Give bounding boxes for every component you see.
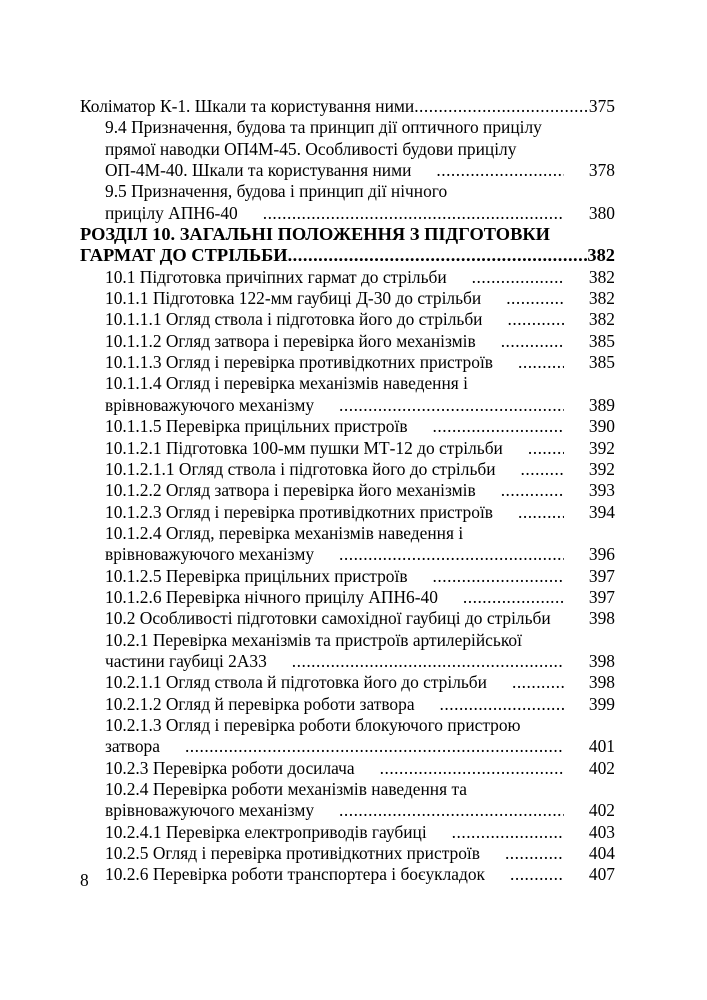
toc-page-number: 402	[588, 757, 615, 778]
toc-page-number: 402	[588, 800, 615, 821]
toc-entry-title: 10.1.1.5 Перевірка прицільних пристроїв	[105, 416, 408, 437]
toc-page-number: 401	[588, 736, 615, 757]
toc-entry	[80, 288, 615, 309]
toc-page-number: 389	[588, 394, 615, 415]
toc-entry-title: 10.1 Підготовка причіпних гармат до стрільби	[105, 266, 447, 287]
toc-entry-title: 10.2.1.2 Огляд й перевірка роботи затвора	[105, 693, 415, 714]
toc-entry-title: ГАРМАТ ДО СТРІЛЬБИ	[80, 245, 288, 266]
toc-entry	[80, 96, 615, 117]
toc-entry	[80, 608, 615, 629]
dot-leader	[485, 864, 564, 885]
toc-page-number: 399	[588, 693, 615, 714]
toc-entry-title: 10.2.5 Огляд і перевірка противідкотних пристроїв	[105, 843, 480, 864]
toc-entry-title-line: РОЗДІЛ 10. ЗАГАЛЬНІ ПОЛОЖЕННЯ З ПІДГОТОВКИ	[80, 224, 550, 245]
toc-page-number: 407	[588, 864, 615, 885]
toc-entry	[80, 181, 615, 224]
dot-leader	[493, 502, 564, 523]
toc-entry-leader-line	[80, 843, 615, 864]
dot-leader	[414, 96, 589, 117]
toc-page-number: 403	[588, 821, 615, 842]
toc-page-number: 382	[587, 245, 615, 266]
dot-leader	[438, 587, 564, 608]
toc-entry	[80, 416, 615, 437]
toc-entry	[80, 331, 615, 352]
toc-entry	[80, 352, 615, 373]
toc-entry-leader-line	[80, 160, 615, 181]
toc-entry-leader-line	[80, 672, 615, 693]
toc-entry	[80, 630, 615, 673]
dot-leader	[415, 694, 564, 715]
toc-entry	[80, 309, 615, 330]
toc-entry	[80, 117, 615, 181]
toc-entry	[80, 758, 615, 779]
toc-entry-leader-line	[80, 267, 615, 288]
toc-entry-leader-line	[80, 352, 615, 373]
toc-entry-leader-line	[80, 416, 615, 437]
toc-entry	[80, 843, 615, 864]
dot-leader	[160, 736, 564, 757]
toc-entry-leader-line	[80, 587, 615, 608]
toc-entry-leader-line	[80, 694, 615, 715]
toc-entry	[80, 694, 615, 715]
toc-entry-title-line: 10.2.4 Перевірка роботи механізмів наведення та	[105, 779, 467, 799]
toc-entry-title: 10.1.2.2 Огляд затвора і перевірка його механізмів	[105, 480, 476, 501]
toc-entry-title-line: 9.5 Призначення, будова і принцип дії нічного	[105, 181, 448, 202]
toc-page-number: 375	[588, 96, 615, 116]
toc-entry-leader-line	[80, 608, 615, 629]
toc-entry-title: 10.1.1 Підготовка 122-мм гаубиці Д-30 до стрільби	[105, 288, 482, 309]
toc-page-number: 378	[588, 160, 615, 181]
toc-page-number: 385	[588, 352, 615, 373]
dot-leader	[476, 480, 564, 501]
toc-entry-title: 10.1.2.5 Перевірка прицільних пристроїв	[105, 565, 408, 586]
toc-page-number: 382	[588, 266, 615, 287]
toc-entry-title: врівноважуючого механізму	[105, 394, 315, 415]
toc-entry	[80, 672, 615, 693]
toc-entry	[80, 715, 615, 758]
toc-entry-title-line: 10.2.1 Перевірка механізмів та пристроїв артилерійської	[105, 629, 522, 650]
dot-leader	[483, 309, 564, 330]
toc-chapter-heading	[80, 224, 615, 267]
toc-entry	[80, 566, 615, 587]
toc-entry-leader-line	[80, 438, 615, 459]
toc-entry	[80, 267, 615, 288]
toc-entry	[80, 459, 615, 480]
toc-page-number: 398	[588, 608, 615, 629]
toc-entry-title: прицілу АПН6-40	[105, 202, 238, 223]
toc-page-number: 398	[588, 650, 615, 671]
toc-page-number: 385	[588, 330, 615, 351]
dot-leader	[314, 395, 564, 416]
toc-entry-title: 10.1.1.1 Огляд ствола і підготовка його до стрільби	[105, 309, 483, 330]
toc-entry-leader-line	[80, 566, 615, 587]
toc-entry	[80, 779, 615, 822]
dot-leader	[314, 544, 564, 565]
toc-entry-title: 10.1.2.6 Перевірка нічного прицілу АПН6-40	[105, 586, 438, 607]
toc-entry	[80, 864, 615, 885]
toc-entry-leader-line	[80, 822, 615, 843]
dot-leader	[238, 203, 564, 224]
toc-page-number: 392	[588, 437, 615, 458]
toc-entry-title: 10.2.4.1 Перевірка електроприводів гаубиці	[105, 821, 427, 842]
toc-entry-leader-line	[80, 395, 615, 416]
toc-entry-title-line: прямої наводки ОП4М-45. Особливості будови прицілу	[105, 138, 517, 159]
dot-leader	[496, 459, 564, 480]
toc-entry-title: 10.1.2.3 Огляд і перевірка противідкотних пристроїв	[105, 501, 493, 522]
toc-entry-title: затвора	[105, 736, 160, 757]
toc-entry-title: 10.1.2.1 Підготовка 100-мм пушки МТ-12 до стрільби	[105, 437, 503, 458]
toc-entry-title: 10.1.1.3 Огляд і перевірка противідкотних пристроїв	[105, 352, 493, 373]
dot-leader	[314, 800, 564, 821]
toc-entry	[80, 587, 615, 608]
toc-entry-leader-line	[80, 459, 615, 480]
dot-leader	[267, 651, 564, 672]
toc-entry-leader-line	[80, 288, 615, 309]
toc-entry-title: 10.2.3 Перевірка роботи досилача	[105, 757, 355, 778]
toc-entry-title: 10.2.6 Перевірка роботи транспортера і боєукладок	[105, 864, 485, 885]
toc-page-number: 396	[588, 544, 615, 565]
toc-entry-leader-line	[80, 245, 615, 266]
toc-entry-leader-line	[80, 203, 615, 224]
toc-entry	[80, 480, 615, 501]
toc-entry-leader-line	[80, 758, 615, 779]
dot-leader	[408, 416, 564, 437]
toc-page-number: 404	[588, 843, 615, 864]
dot-leader	[481, 288, 564, 309]
toc-page-number: 397	[588, 565, 615, 586]
toc-entry-title-line: 10.2.1.3 Огляд і перевірка роботи блокуючого пристрою	[105, 714, 521, 735]
dot-leader	[427, 822, 564, 843]
dot-leader	[493, 352, 564, 373]
toc-entry-title: врівноважуючого механізму	[105, 544, 315, 565]
toc-page-number: 382	[588, 309, 615, 330]
toc-entry	[80, 822, 615, 843]
toc-page-number: 380	[588, 202, 615, 223]
dot-leader	[447, 267, 564, 288]
toc-entry-leader-line	[80, 864, 615, 885]
toc-page-number: 392	[588, 458, 615, 479]
toc-page-number: 397	[588, 586, 615, 607]
toc-entry-leader-line	[80, 544, 615, 565]
toc-entry	[80, 523, 615, 566]
toc-entry-leader-line	[80, 502, 615, 523]
toc-entry-leader-line	[80, 309, 615, 330]
toc-entry-leader-line	[80, 480, 615, 501]
toc-entry-title: Коліматор К-1. Шкали та користування ними	[80, 96, 415, 116]
toc-page-number: 390	[588, 416, 615, 437]
dot-leader	[503, 438, 564, 459]
dot-leader	[408, 566, 564, 587]
dot-leader	[487, 672, 564, 693]
toc-entry-title: 10.1.1.2 Огляд затвора і перевірка його механізмів	[105, 330, 476, 351]
toc-entry-title: частини гаубиці 2А33	[105, 650, 267, 671]
toc-entry-leader-line	[80, 331, 615, 352]
dot-leader	[480, 843, 564, 864]
toc-entry	[80, 438, 615, 459]
toc-entry-title: 10.2.1.1 Огляд ствола й підготовка його до стрільби	[105, 672, 487, 693]
toc-entry-leader-line	[80, 800, 615, 821]
toc-entry-leader-line	[80, 736, 615, 757]
toc-entry-leader-line	[80, 96, 615, 117]
toc-entry-title: ОП-4М-40. Шкали та користування ними	[105, 160, 412, 181]
toc-page-number: 398	[588, 672, 615, 693]
toc-page-number: 382	[588, 288, 615, 309]
toc-entry	[80, 373, 615, 416]
toc-entry-title: 10.1.2.1.1 Огляд ствола і підготовка його до стрільби	[105, 458, 496, 479]
toc-entry-leader-line	[80, 651, 615, 672]
dot-leader	[355, 758, 564, 779]
toc-entry-title: врівноважуючого механізму	[105, 800, 315, 821]
toc-entry-title-line: 9.4 Призначення, будова та принцип дії оптичного прицілу	[105, 117, 542, 138]
toc-entry-title: 10.2 Особливості підготовки самохідної гаубиці до стрільби	[105, 608, 551, 629]
toc-page-number: 393	[588, 480, 615, 501]
toc-page-number: 394	[588, 501, 615, 522]
toc-entry	[80, 502, 615, 523]
dot-leader	[288, 245, 588, 266]
dot-leader	[551, 608, 564, 629]
table-of-contents	[80, 96, 615, 886]
page-number: 8	[80, 870, 89, 890]
dot-leader	[476, 331, 564, 352]
dot-leader	[411, 160, 564, 181]
toc-entry-title-line: 10.1.2.4 Огляд, перевірка механізмів наведення і	[105, 522, 464, 543]
toc-entry-title-line: 10.1.1.4 Огляд і перевірка механізмів наведення і	[105, 373, 468, 394]
